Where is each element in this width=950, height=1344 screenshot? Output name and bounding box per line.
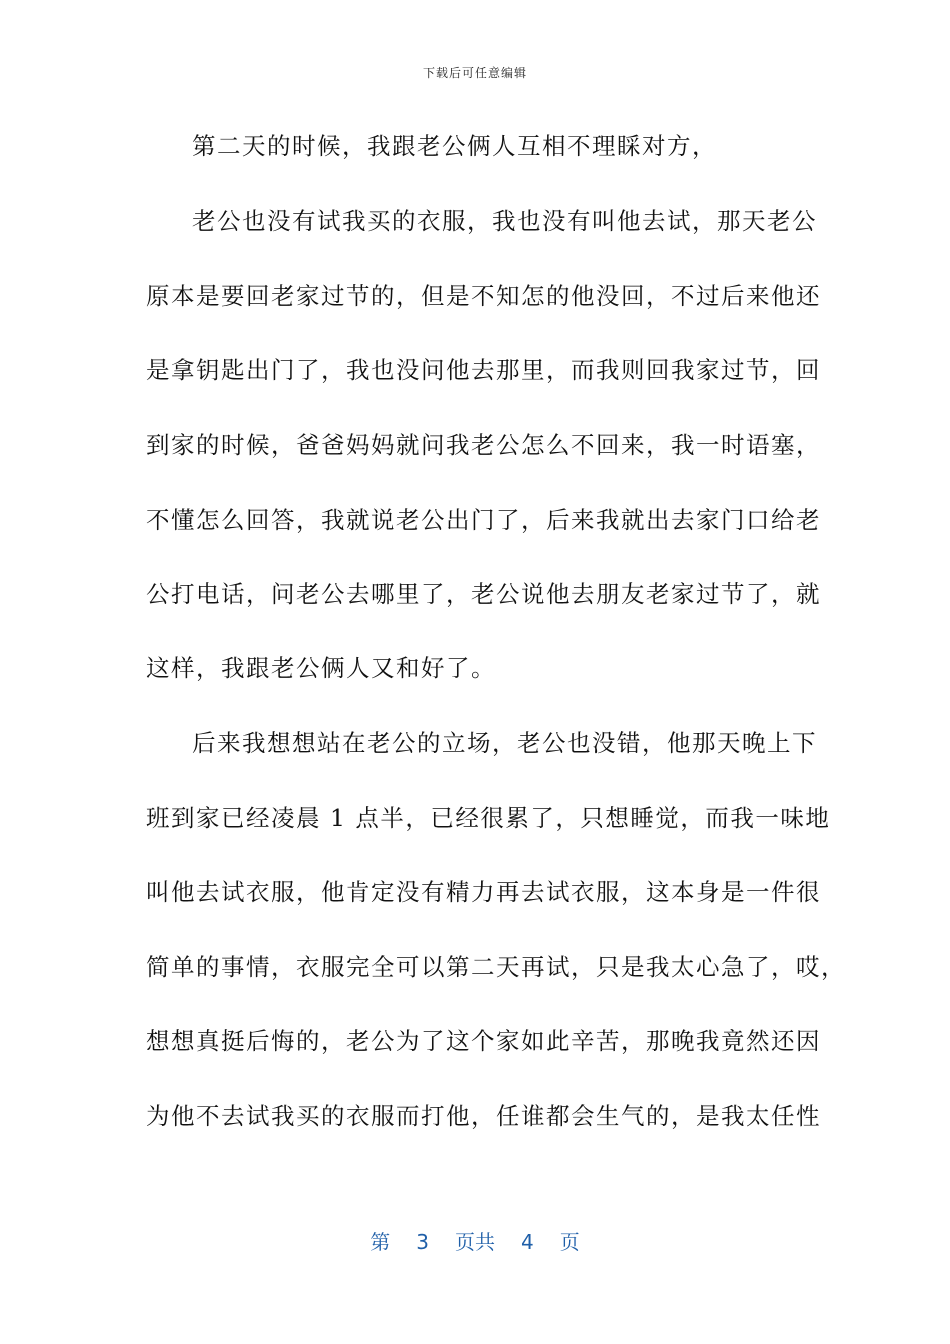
paragraph-line: 后来我想想站在老公的立场，老公也没错，他那天晚上下 [192, 729, 817, 757]
footer-middle: 页共 [455, 1230, 495, 1254]
footer-total-pages: 4 [521, 1230, 534, 1254]
footer-suffix: 页 [559, 1230, 580, 1254]
page-footer [0, 1226, 950, 1255]
paragraph-line: 想想真挺后悔的，老公为了这个家如此辛苦，那晚我竟然还因 [146, 1027, 821, 1055]
footer-prefix: 第 [370, 1230, 391, 1254]
paragraph-line: 到家的时候，爸爸妈妈就问我老公怎么不回来，我一时语塞， [146, 431, 821, 459]
footer-current-page: 3 [416, 1230, 429, 1254]
paragraph-line: 是拿钥匙出门了，我也没问他去那里，而我则回我家过节，回 [146, 356, 821, 384]
paragraph-line: 叫他去试衣服，他肯定没有精力再去试衣服，这本身是一件很 [146, 878, 821, 906]
paragraph-line: 老公也没有试我买的衣服，我也没有叫他去试，那天老公 [192, 207, 817, 235]
paragraph-line: 原本是要回老家过节的，但是不知怎的他没回，不过后来他还 [146, 282, 821, 310]
paragraph-line: 公打电话，问老公去哪里了，老公说他去朋友老家过节了，就 [146, 580, 821, 608]
page-header: 下载后可任意编辑 [422, 66, 527, 80]
paragraph-line: 这样，我跟老公俩人又和好了。 [146, 654, 496, 682]
paragraph-line: 为他不去试我买的衣服而打他，任谁都会生气的，是我太任性 [146, 1102, 821, 1130]
paragraph-line: 简单的事情，衣服完全可以第二天再试，只是我太心急了，哎， [146, 953, 846, 981]
paragraph-line: 不懂怎么回答，我就说老公出门了，后来我就出去家门口给老 [146, 506, 821, 534]
paragraph-line: 班到家已经凌晨 1 点半，已经很累了，只想睡觉，而我一味地 [146, 804, 831, 832]
paragraph-line: 第二天的时候，我跟老公俩人互相不理睬对方， [192, 132, 717, 160]
